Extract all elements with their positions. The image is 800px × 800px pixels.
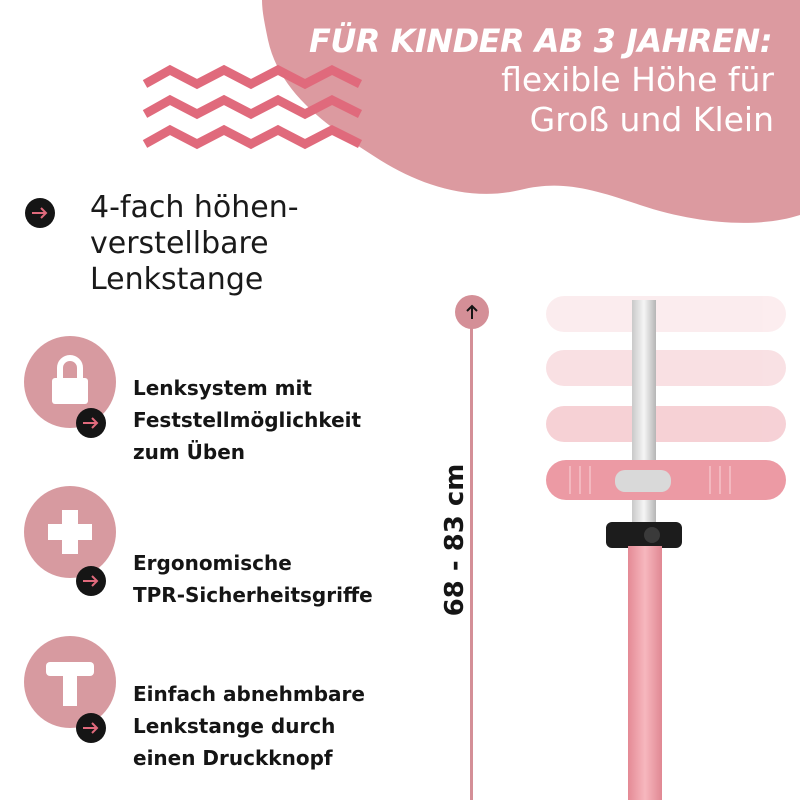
arrow-right-icon — [76, 408, 106, 438]
height-dimension-line — [470, 305, 473, 800]
feature-line: Einfach abnehmbare — [133, 682, 365, 706]
headline-sub-2: Groß und Klein — [529, 100, 774, 139]
scooter-handlebar-illustration — [520, 260, 800, 800]
plus-icon — [24, 486, 116, 578]
t-handle-feature-circle — [24, 636, 116, 728]
feature-line: Lenkstange durch — [133, 714, 336, 738]
plus-feature-circle — [24, 486, 116, 578]
t-handle-icon — [24, 636, 116, 728]
feature-text-grips — [133, 547, 373, 611]
feature-text-removable — [133, 678, 365, 774]
zigzag-waves-decoration — [140, 62, 370, 172]
height-range-label: 68 - 83 cm — [440, 463, 470, 617]
feature-line: Lenksystem mit — [133, 376, 312, 400]
feature-line: TPR-Sicherheitsgriffe — [133, 583, 373, 607]
main-feature-text — [90, 190, 390, 298]
feature-line: Ergonomische — [133, 551, 292, 575]
arrow-up-icon — [455, 295, 489, 329]
arrow-right-icon — [76, 566, 106, 596]
feature-line: einen Druckknopf — [133, 746, 333, 770]
headline-sub-1: flexible Höhe für — [501, 60, 774, 99]
main-feature-line: 4-fach höhen- — [90, 190, 299, 225]
feature-line: zum Üben — [133, 440, 246, 464]
feature-text-lock — [133, 372, 361, 468]
arrow-right-icon — [25, 198, 55, 228]
arrow-right-icon — [76, 713, 106, 743]
main-feature-line: Lenkstange — [90, 262, 264, 297]
feature-line: Feststellmöglichkeit — [133, 408, 362, 432]
main-feature-line: verstellbare — [90, 226, 269, 261]
headline-age: FÜR KINDER AB 3 JAHREN: — [308, 22, 772, 60]
